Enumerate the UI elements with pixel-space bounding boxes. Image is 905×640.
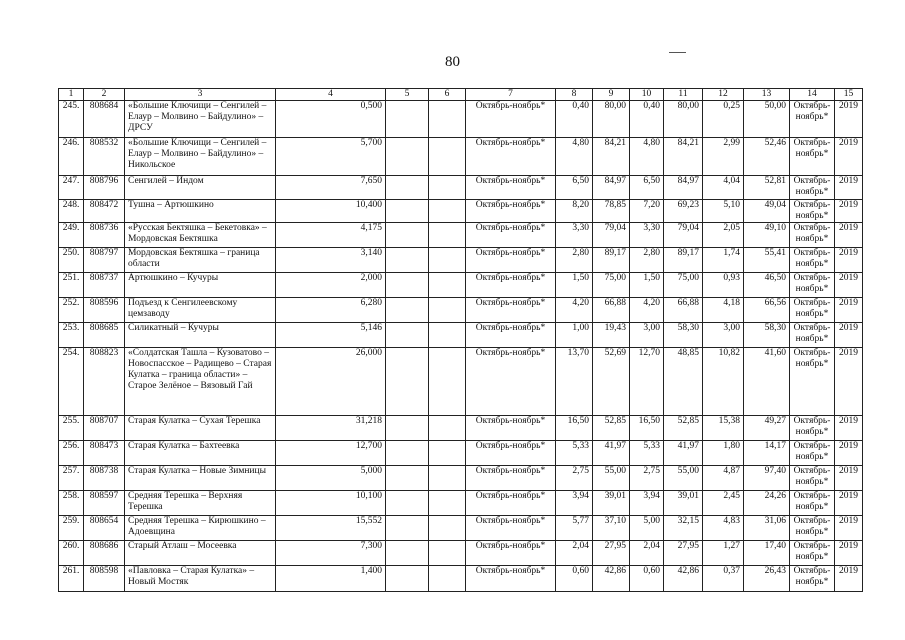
row-number: 255. — [59, 416, 84, 441]
work-period-2: Октябрь-ноябрь* — [790, 223, 835, 248]
value-col-8: 8,20 — [556, 200, 593, 223]
value-col-10: 3,94 — [630, 491, 664, 516]
work-period-2: Октябрь-ноябрь* — [790, 541, 835, 566]
table-row — [59, 248, 863, 273]
value-col-9: 66,88 — [593, 298, 630, 323]
value-col-13: 46,50 — [744, 273, 790, 298]
road-code: 808686 — [84, 541, 125, 566]
work-period: Октябрь-ноябрь* — [466, 516, 556, 541]
road-code: 808796 — [84, 176, 125, 200]
work-period-2: Октябрь-ноябрь* — [790, 441, 835, 466]
value-col-8: 2,75 — [556, 466, 593, 491]
year: 2019 — [835, 466, 863, 491]
value-col-10: 2,75 — [630, 466, 664, 491]
road-length: 15,552 — [276, 516, 386, 541]
value-col-9: 19,43 — [593, 323, 630, 348]
column-header-2: 2 — [84, 89, 125, 101]
road-length: 7,300 — [276, 541, 386, 566]
work-period-2: Октябрь-ноябрь* — [790, 200, 835, 223]
value-col-13: 14,17 — [744, 441, 790, 466]
road-length: 2,000 — [276, 273, 386, 298]
table-row — [59, 273, 863, 298]
value-col-12: 4,18 — [703, 298, 744, 323]
value-col-13: 24,26 — [744, 491, 790, 516]
value-col-12: 15,38 — [703, 416, 744, 441]
value-col-12: 1,27 — [703, 541, 744, 566]
value-col-13: 49,10 — [744, 223, 790, 248]
column-header-6: 6 — [429, 89, 466, 101]
value-col-8: 6,50 — [556, 176, 593, 200]
column-header-1: 1 — [59, 89, 84, 101]
work-period-2: Октябрь-ноябрь* — [790, 516, 835, 541]
value-col-9: 84,97 — [593, 176, 630, 200]
value-col-12: 2,05 — [703, 223, 744, 248]
column-6-cell — [429, 323, 466, 348]
value-col-12: 10,82 — [703, 348, 744, 416]
value-col-10: 1,50 — [630, 273, 664, 298]
row-number: 252. — [59, 298, 84, 323]
table-row — [59, 541, 863, 566]
value-col-9: 52,85 — [593, 416, 630, 441]
work-period: Октябрь-ноябрь* — [466, 466, 556, 491]
work-period: Октябрь-ноябрь* — [466, 273, 556, 298]
column-header-13: 13 — [744, 89, 790, 101]
value-col-12: 5,10 — [703, 200, 744, 223]
column-6-cell — [429, 298, 466, 323]
value-col-8: 5,33 — [556, 441, 593, 466]
work-period-2: Октябрь-ноябрь* — [790, 416, 835, 441]
table-row — [59, 200, 863, 223]
column-header-4: 4 — [276, 89, 386, 101]
year: 2019 — [835, 323, 863, 348]
value-col-13: 49,27 — [744, 416, 790, 441]
column-6-cell — [429, 491, 466, 516]
value-col-10: 4,80 — [630, 138, 664, 176]
value-col-10: 2,80 — [630, 248, 664, 273]
work-period-2: Октябрь-ноябрь* — [790, 176, 835, 200]
value-col-13: 41,60 — [744, 348, 790, 416]
value-col-9: 42,86 — [593, 566, 630, 592]
column-5-cell — [386, 348, 429, 416]
row-number: 246. — [59, 138, 84, 176]
value-col-9: 27,95 — [593, 541, 630, 566]
value-col-13: 17,40 — [744, 541, 790, 566]
road-name: Старая Кулатка – Бахтеевка — [125, 441, 276, 466]
road-code: 808685 — [84, 323, 125, 348]
road-code: 808737 — [84, 273, 125, 298]
row-number: 258. — [59, 491, 84, 516]
road-code: 808596 — [84, 298, 125, 323]
year: 2019 — [835, 441, 863, 466]
value-col-12: 0,25 — [703, 101, 744, 138]
value-col-8: 1,00 — [556, 323, 593, 348]
value-col-10: 7,20 — [630, 200, 664, 223]
work-period: Октябрь-ноябрь* — [466, 566, 556, 592]
row-number: 253. — [59, 323, 84, 348]
road-code: 808738 — [84, 466, 125, 491]
value-col-10: 6,50 — [630, 176, 664, 200]
value-col-10: 16,50 — [630, 416, 664, 441]
year: 2019 — [835, 348, 863, 416]
road-length: 6,280 — [276, 298, 386, 323]
value-col-10: 0,40 — [630, 101, 664, 138]
work-period-2: Октябрь-ноябрь* — [790, 273, 835, 298]
road-name: «Русская Бектяшка – Бекетовка» – Мордовская Бектяшка — [125, 223, 276, 248]
value-col-10: 0,60 — [630, 566, 664, 592]
value-col-12: 4,04 — [703, 176, 744, 200]
road-name: Силикатный – Кучуры — [125, 323, 276, 348]
table-row — [59, 416, 863, 441]
value-col-9: 84,21 — [593, 138, 630, 176]
value-col-11: 75,00 — [664, 273, 703, 298]
column-5-cell — [386, 248, 429, 273]
column-5-cell — [386, 223, 429, 248]
road-name: Старая Кулатка – Новые Зимницы — [125, 466, 276, 491]
work-period: Октябрь-ноябрь* — [466, 176, 556, 200]
value-col-11: 55,00 — [664, 466, 703, 491]
column-header-7: 7 — [466, 89, 556, 101]
road-name: Средняя Терешка – Верхняя Терешка — [125, 491, 276, 516]
year: 2019 — [835, 491, 863, 516]
table-row — [59, 138, 863, 176]
work-period-2: Октябрь-ноябрь* — [790, 138, 835, 176]
value-col-10: 2,04 — [630, 541, 664, 566]
value-col-11: 66,88 — [664, 298, 703, 323]
work-period-2: Октябрь-ноябрь* — [790, 348, 835, 416]
column-5-cell — [386, 441, 429, 466]
column-6-cell — [429, 176, 466, 200]
column-header-12: 12 — [703, 89, 744, 101]
row-number: 250. — [59, 248, 84, 273]
work-period: Октябрь-ноябрь* — [466, 223, 556, 248]
table-row — [59, 298, 863, 323]
road-code: 808472 — [84, 200, 125, 223]
column-6-cell — [429, 516, 466, 541]
year: 2019 — [835, 248, 863, 273]
road-length: 5,700 — [276, 138, 386, 176]
value-col-12: 3,00 — [703, 323, 744, 348]
column-6-cell — [429, 101, 466, 138]
work-period-2: Октябрь-ноябрь* — [790, 298, 835, 323]
value-col-9: 41,97 — [593, 441, 630, 466]
road-length: 3,140 — [276, 248, 386, 273]
value-col-8: 3,94 — [556, 491, 593, 516]
road-length: 5,146 — [276, 323, 386, 348]
value-col-13: 52,46 — [744, 138, 790, 176]
road-name: «Большие Ключищи – Сенгилей – Елаур – Молвино – Байдулино» – Никольское — [125, 138, 276, 176]
value-col-8: 4,80 — [556, 138, 593, 176]
value-col-13: 52,81 — [744, 176, 790, 200]
year: 2019 — [835, 516, 863, 541]
value-col-11: 69,23 — [664, 200, 703, 223]
column-5-cell — [386, 298, 429, 323]
column-5-cell — [386, 466, 429, 491]
value-col-13: 26,43 — [744, 566, 790, 592]
table-row — [59, 101, 863, 138]
column-6-cell — [429, 466, 466, 491]
road-length: 7,650 — [276, 176, 386, 200]
value-col-8: 0,40 — [556, 101, 593, 138]
year: 2019 — [835, 138, 863, 176]
road-name: Старый Атлаш – Мосеевка — [125, 541, 276, 566]
work-period: Октябрь-ноябрь* — [466, 348, 556, 416]
column-5-cell — [386, 541, 429, 566]
value-col-11: 84,97 — [664, 176, 703, 200]
value-col-11: 84,21 — [664, 138, 703, 176]
road-code: 808797 — [84, 248, 125, 273]
column-6-cell — [429, 416, 466, 441]
value-col-13: 66,56 — [744, 298, 790, 323]
work-period-2: Октябрь-ноябрь* — [790, 466, 835, 491]
road-code: 808654 — [84, 516, 125, 541]
table-row — [59, 348, 863, 416]
table-row — [59, 491, 863, 516]
value-col-9: 52,69 — [593, 348, 630, 416]
column-6-cell — [429, 441, 466, 466]
row-number: 249. — [59, 223, 84, 248]
road-name: «Павловка – Старая Кулатка» – Новый Мостяк — [125, 566, 276, 592]
value-col-8: 4,20 — [556, 298, 593, 323]
column-6-cell — [429, 138, 466, 176]
road-code: 808532 — [84, 138, 125, 176]
road-name: Подъезд к Сенгилеевскому цемзаводу — [125, 298, 276, 323]
road-code: 808598 — [84, 566, 125, 592]
value-col-9: 78,85 — [593, 200, 630, 223]
work-period: Октябрь-ноябрь* — [466, 298, 556, 323]
column-header-14: 14 — [790, 89, 835, 101]
work-period: Октябрь-ноябрь* — [466, 441, 556, 466]
table-row — [59, 223, 863, 248]
work-period: Октябрь-ноябрь* — [466, 541, 556, 566]
road-code: 808707 — [84, 416, 125, 441]
work-period: Октябрь-ноябрь* — [466, 491, 556, 516]
road-length: 31,218 — [276, 416, 386, 441]
column-6-cell — [429, 248, 466, 273]
work-period: Октябрь-ноябрь* — [466, 416, 556, 441]
column-5-cell — [386, 176, 429, 200]
value-col-12: 2,45 — [703, 491, 744, 516]
work-period-2: Октябрь-ноябрь* — [790, 323, 835, 348]
value-col-12: 2,99 — [703, 138, 744, 176]
road-code: 808684 — [84, 101, 125, 138]
year: 2019 — [835, 223, 863, 248]
value-col-8: 1,50 — [556, 273, 593, 298]
value-col-10: 3,00 — [630, 323, 664, 348]
table-row — [59, 516, 863, 541]
work-period: Октябрь-ноябрь* — [466, 248, 556, 273]
value-col-9: 79,04 — [593, 223, 630, 248]
column-5-cell — [386, 491, 429, 516]
road-name: Мордовская Бектяшка – граница области — [125, 248, 276, 273]
column-header-11: 11 — [664, 89, 703, 101]
table-row — [59, 441, 863, 466]
road-code: 808473 — [84, 441, 125, 466]
value-col-11: 41,97 — [664, 441, 703, 466]
table-row — [59, 176, 863, 200]
value-col-13: 55,41 — [744, 248, 790, 273]
road-length: 0,500 — [276, 101, 386, 138]
table-row — [59, 323, 863, 348]
value-col-8: 0,60 — [556, 566, 593, 592]
road-name: «Большие Ключищи – Сенгилей – Елаур – Молвино – Байдулино» – ДРСУ — [125, 101, 276, 138]
row-number: 251. — [59, 273, 84, 298]
value-col-9: 55,00 — [593, 466, 630, 491]
table-row — [59, 466, 863, 491]
table-body — [59, 89, 863, 592]
year: 2019 — [835, 416, 863, 441]
road-code: 808736 — [84, 223, 125, 248]
road-length: 10,100 — [276, 491, 386, 516]
road-length: 1,400 — [276, 566, 386, 592]
value-col-10: 12,70 — [630, 348, 664, 416]
value-col-9: 89,17 — [593, 248, 630, 273]
row-number: 254. — [59, 348, 84, 416]
value-col-8: 5,77 — [556, 516, 593, 541]
column-header-8: 8 — [556, 89, 593, 101]
column-5-cell — [386, 516, 429, 541]
value-col-12: 0,93 — [703, 273, 744, 298]
row-number: 257. — [59, 466, 84, 491]
value-col-13: 49,04 — [744, 200, 790, 223]
road-length: 12,700 — [276, 441, 386, 466]
column-5-cell — [386, 200, 429, 223]
road-work-table — [58, 88, 863, 592]
column-5-cell — [386, 138, 429, 176]
row-number: 261. — [59, 566, 84, 592]
page-number: 80 — [445, 54, 460, 70]
value-col-11: 79,04 — [664, 223, 703, 248]
year: 2019 — [835, 176, 863, 200]
value-col-8: 2,80 — [556, 248, 593, 273]
work-period-2: Октябрь-ноябрь* — [790, 248, 835, 273]
value-col-9: 37,10 — [593, 516, 630, 541]
value-col-8: 16,50 — [556, 416, 593, 441]
column-header-5: 5 — [386, 89, 429, 101]
value-col-8: 3,30 — [556, 223, 593, 248]
year: 2019 — [835, 200, 863, 223]
column-6-cell — [429, 273, 466, 298]
header-mark — [669, 52, 686, 53]
year: 2019 — [835, 566, 863, 592]
row-number: 247. — [59, 176, 84, 200]
column-5-cell — [386, 416, 429, 441]
year: 2019 — [835, 273, 863, 298]
row-number: 259. — [59, 516, 84, 541]
value-col-10: 4,20 — [630, 298, 664, 323]
road-name: Тушна – Артюшкино — [125, 200, 276, 223]
value-col-11: 27,95 — [664, 541, 703, 566]
column-header-10: 10 — [630, 89, 664, 101]
value-col-9: 80,00 — [593, 101, 630, 138]
road-name: Средняя Терешка – Кирюшкино – Адоевщина — [125, 516, 276, 541]
column-6-cell — [429, 541, 466, 566]
value-col-11: 42,86 — [664, 566, 703, 592]
work-period: Октябрь-ноябрь* — [466, 138, 556, 176]
work-period-2: Октябрь-ноябрь* — [790, 491, 835, 516]
value-col-12: 4,87 — [703, 466, 744, 491]
value-col-11: 48,85 — [664, 348, 703, 416]
column-header-9: 9 — [593, 89, 630, 101]
row-number: 260. — [59, 541, 84, 566]
road-code: 808823 — [84, 348, 125, 416]
value-col-13: 58,30 — [744, 323, 790, 348]
road-length: 26,000 — [276, 348, 386, 416]
value-col-10: 5,00 — [630, 516, 664, 541]
year: 2019 — [835, 101, 863, 138]
value-col-11: 32,15 — [664, 516, 703, 541]
work-period: Октябрь-ноябрь* — [466, 101, 556, 138]
work-period-2: Октябрь-ноябрь* — [790, 101, 835, 138]
road-length: 5,000 — [276, 466, 386, 491]
value-col-11: 39,01 — [664, 491, 703, 516]
road-name: «Солдатская Ташла – Кузоватово – Новоспасское – Радищево – Старая Кулатка – граница области» – Старое Зелёное – Вязовый Гай — [125, 348, 276, 416]
road-code: 808597 — [84, 491, 125, 516]
table-row — [59, 566, 863, 592]
column-5-cell — [386, 566, 429, 592]
column-header-3: 3 — [125, 89, 276, 101]
value-col-11: 80,00 — [664, 101, 703, 138]
value-col-9: 75,00 — [593, 273, 630, 298]
work-period: Октябрь-ноябрь* — [466, 323, 556, 348]
value-col-8: 13,70 — [556, 348, 593, 416]
row-number: 245. — [59, 101, 84, 138]
value-col-11: 58,30 — [664, 323, 703, 348]
road-length: 10,400 — [276, 200, 386, 223]
column-number-row — [59, 89, 863, 101]
column-header-15: 15 — [835, 89, 863, 101]
value-col-12: 1,74 — [703, 248, 744, 273]
value-col-10: 3,30 — [630, 223, 664, 248]
value-col-11: 89,17 — [664, 248, 703, 273]
year: 2019 — [835, 298, 863, 323]
value-col-12: 4,83 — [703, 516, 744, 541]
work-period-2: Октябрь-ноябрь* — [790, 566, 835, 592]
value-col-8: 2,04 — [556, 541, 593, 566]
value-col-13: 31,06 — [744, 516, 790, 541]
road-name: Сенгилей – Индом — [125, 176, 276, 200]
road-length: 4,175 — [276, 223, 386, 248]
row-number: 256. — [59, 441, 84, 466]
column-6-cell — [429, 566, 466, 592]
value-col-10: 5,33 — [630, 441, 664, 466]
column-6-cell — [429, 223, 466, 248]
value-col-9: 39,01 — [593, 491, 630, 516]
value-col-13: 50,00 — [744, 101, 790, 138]
value-col-13: 97,40 — [744, 466, 790, 491]
column-5-cell — [386, 273, 429, 298]
year: 2019 — [835, 541, 863, 566]
row-number: 248. — [59, 200, 84, 223]
road-name: Старая Кулатка – Сухая Терешка — [125, 416, 276, 441]
work-period: Октябрь-ноябрь* — [466, 200, 556, 223]
value-col-12: 0,37 — [703, 566, 744, 592]
value-col-11: 52,85 — [664, 416, 703, 441]
column-5-cell — [386, 101, 429, 138]
column-6-cell — [429, 200, 466, 223]
value-col-12: 1,80 — [703, 441, 744, 466]
road-name: Артюшкино – Кучуры — [125, 273, 276, 298]
column-5-cell — [386, 323, 429, 348]
column-6-cell — [429, 348, 466, 416]
